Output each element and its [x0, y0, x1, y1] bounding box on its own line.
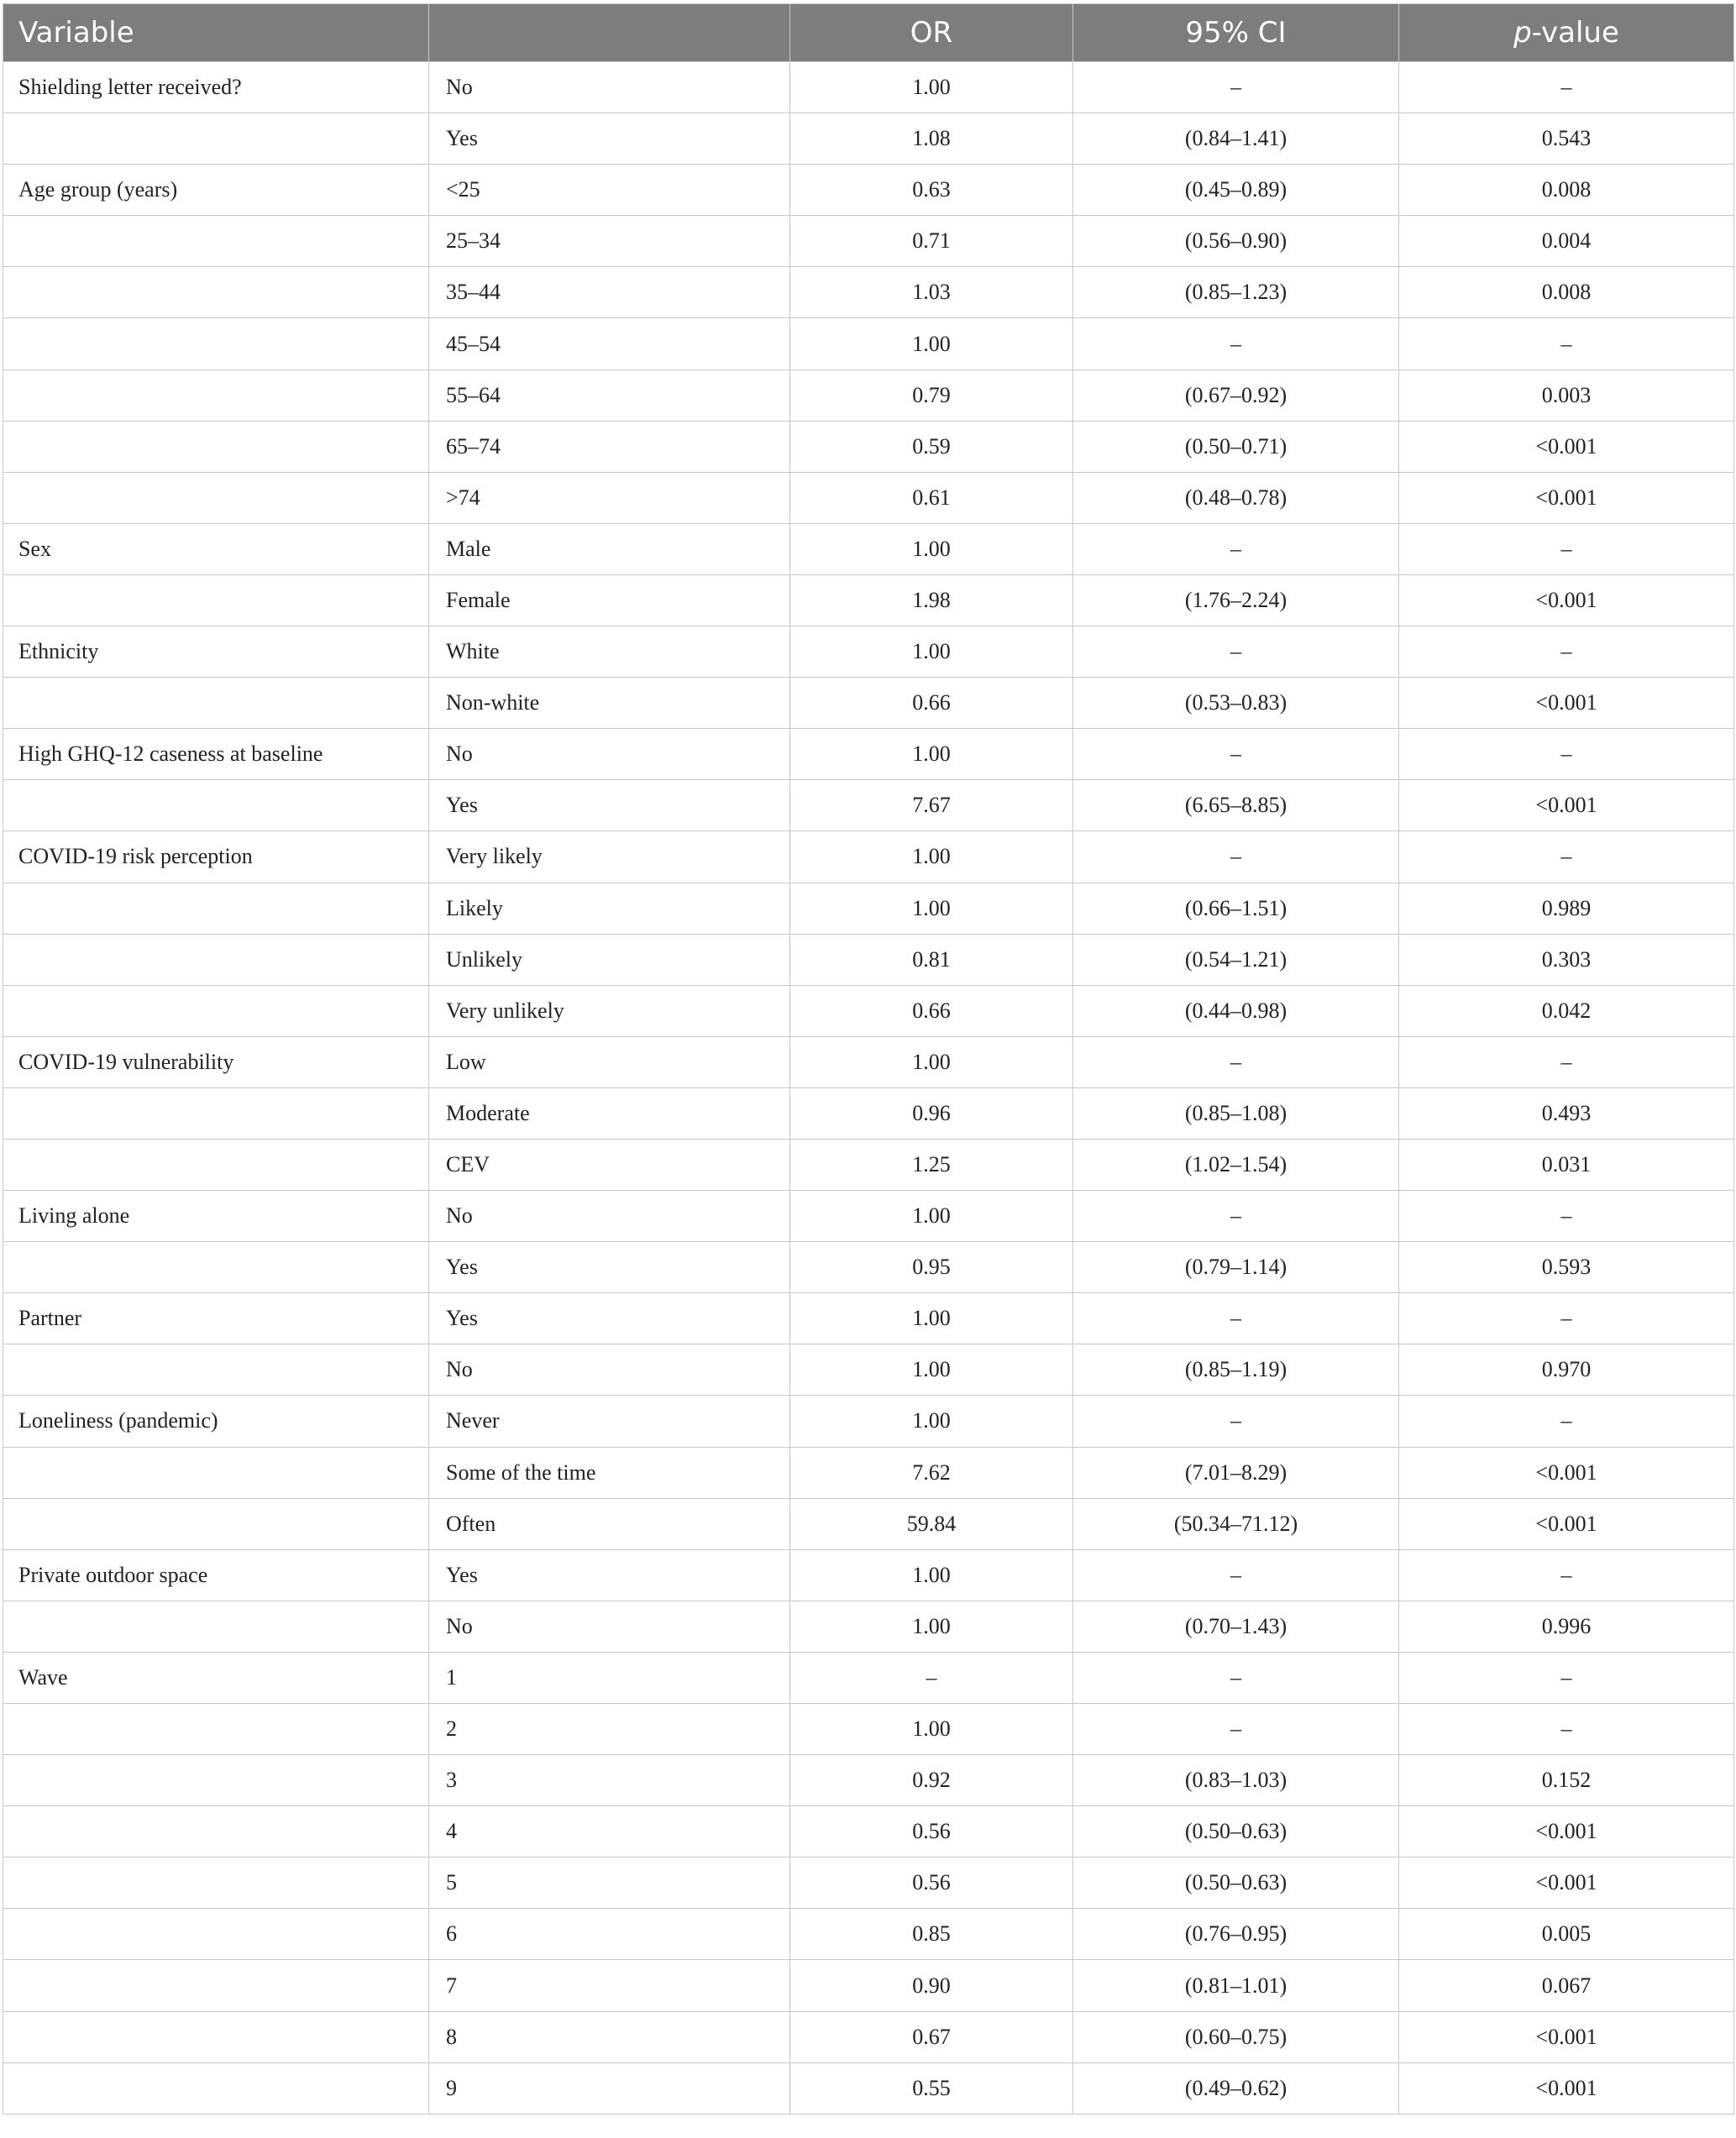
cell-category: 5 [429, 1858, 790, 1909]
cell-variable: COVID-19 risk perception [3, 831, 429, 883]
cell-ci: (1.76–2.24) [1073, 574, 1399, 626]
cell-category: 2 [429, 1704, 790, 1755]
cell-or: 1.00 [790, 1191, 1073, 1242]
cell-variable [3, 574, 429, 626]
cell-variable [3, 1139, 429, 1190]
cell-or: 0.67 [790, 2011, 1073, 2062]
cell-category: Some of the time [429, 1447, 790, 1498]
cell-p-value: <0.001 [1399, 574, 1734, 626]
table-row [3, 1960, 1734, 2011]
cell-variable [3, 267, 429, 318]
table-header [3, 4, 1734, 62]
header-variable: Variable [3, 4, 429, 62]
cell-p-value: <0.001 [1399, 678, 1734, 729]
cell-ci: (0.45–0.89) [1073, 165, 1399, 216]
cell-p-value: 0.067 [1399, 1960, 1734, 2011]
table-row [3, 1344, 1734, 1396]
table-row [3, 1498, 1734, 1549]
cell-p-value: – [1399, 1191, 1734, 1242]
cell-variable [3, 421, 429, 472]
cell-p-value: 0.003 [1399, 369, 1734, 421]
cell-p-value: – [1399, 318, 1734, 369]
cell-variable: Loneliness (pandemic) [3, 1396, 429, 1447]
table-body [3, 62, 1734, 2114]
cell-p-value: <0.001 [1399, 1447, 1734, 1498]
table-row [3, 831, 1734, 883]
cell-variable [3, 318, 429, 369]
table-row [3, 985, 1734, 1036]
cell-or: 7.67 [790, 780, 1073, 831]
cell-variable: COVID-19 vulnerability [3, 1036, 429, 1087]
table-row [3, 1909, 1734, 1960]
cell-p-value: 0.042 [1399, 985, 1734, 1036]
cell-ci: (0.67–0.92) [1073, 369, 1399, 421]
cell-category: 25–34 [429, 216, 790, 267]
cell-p-value: <0.001 [1399, 1858, 1734, 1909]
cell-category: Very unlikely [429, 985, 790, 1036]
cell-category: No [429, 62, 790, 113]
cell-ci: (0.76–0.95) [1073, 1909, 1399, 1960]
cell-category: >74 [429, 472, 790, 523]
cell-variable [3, 934, 429, 985]
table-row [3, 421, 1734, 472]
cell-ci: (1.02–1.54) [1073, 1139, 1399, 1190]
cell-category: White [429, 626, 790, 678]
cell-p-value: – [1399, 1293, 1734, 1344]
cell-variable: Wave [3, 1652, 429, 1703]
cell-variable [3, 1601, 429, 1652]
cell-category: Yes [429, 1242, 790, 1293]
cell-variable: High GHQ-12 caseness at baseline [3, 729, 429, 780]
cell-p-value: – [1399, 523, 1734, 574]
cell-p-value: 0.152 [1399, 1755, 1734, 1806]
cell-or: 1.00 [790, 1396, 1073, 1447]
cell-or: 1.00 [790, 62, 1073, 113]
cell-p-value: – [1399, 626, 1734, 678]
cell-p-value: – [1399, 1036, 1734, 1087]
cell-variable: Shielding letter received? [3, 62, 429, 113]
cell-or: 0.95 [790, 1242, 1073, 1293]
cell-category: 35–44 [429, 267, 790, 318]
cell-or: 0.96 [790, 1087, 1073, 1139]
cell-p-value: 0.996 [1399, 1601, 1734, 1652]
cell-variable [3, 1704, 429, 1755]
cell-or: 0.92 [790, 1755, 1073, 1806]
table-row [3, 472, 1734, 523]
cell-ci: – [1073, 1549, 1399, 1601]
cell-p-value: 0.303 [1399, 934, 1734, 985]
cell-or: 0.85 [790, 1909, 1073, 1960]
cell-p-value: 0.005 [1399, 1909, 1734, 1960]
cell-variable: Partner [3, 1293, 429, 1344]
cell-category: 4 [429, 1806, 790, 1858]
table-row [3, 216, 1734, 267]
cell-variable [3, 2011, 429, 2062]
cell-category: Male [429, 523, 790, 574]
cell-ci: (0.50–0.63) [1073, 1806, 1399, 1858]
cell-variable [3, 780, 429, 831]
cell-variable [3, 113, 429, 165]
cell-category: 7 [429, 1960, 790, 2011]
cell-ci: – [1073, 1652, 1399, 1703]
cell-variable [3, 678, 429, 729]
cell-or: 1.00 [790, 1293, 1073, 1344]
table-row [3, 1036, 1734, 1087]
table-row [3, 165, 1734, 216]
cell-category: Moderate [429, 1087, 790, 1139]
cell-variable [3, 1344, 429, 1396]
cell-ci: – [1073, 1396, 1399, 1447]
cell-ci: – [1073, 1191, 1399, 1242]
cell-or: 1.00 [790, 1344, 1073, 1396]
cell-or: 59.84 [790, 1498, 1073, 1549]
cell-p-value: <0.001 [1399, 2062, 1734, 2114]
table-row [3, 267, 1734, 318]
cell-variable [3, 1960, 429, 2011]
table-row [3, 2062, 1734, 2114]
cell-variable: Private outdoor space [3, 1549, 429, 1601]
cell-variable [3, 1447, 429, 1498]
table-row [3, 1704, 1734, 1755]
cell-category: Unlikely [429, 934, 790, 985]
cell-ci: – [1073, 318, 1399, 369]
cell-ci: (0.81–1.01) [1073, 1960, 1399, 2011]
cell-p-value: 0.970 [1399, 1344, 1734, 1396]
cell-variable: Living alone [3, 1191, 429, 1242]
cell-category: Yes [429, 1549, 790, 1601]
table-row [3, 883, 1734, 934]
cell-or: 1.00 [790, 1549, 1073, 1601]
cell-category: 45–54 [429, 318, 790, 369]
cell-or: 7.62 [790, 1447, 1073, 1498]
cell-ci: (0.85–1.23) [1073, 267, 1399, 318]
table-row [3, 1755, 1734, 1806]
table-row [3, 780, 1734, 831]
cell-variable [3, 369, 429, 421]
header-p-rest: -value [1531, 16, 1619, 50]
table-row [3, 934, 1734, 985]
cell-category: 9 [429, 2062, 790, 2114]
cell-p-value: 0.989 [1399, 883, 1734, 934]
cell-or: 0.66 [790, 678, 1073, 729]
cell-or: 0.79 [790, 369, 1073, 421]
table-row [3, 318, 1734, 369]
cell-ci: – [1073, 1293, 1399, 1344]
cell-p-value: <0.001 [1399, 1498, 1734, 1549]
cell-category: Very likely [429, 831, 790, 883]
cell-p-value: 0.031 [1399, 1139, 1734, 1190]
cell-p-value: <0.001 [1399, 2011, 1734, 2062]
cell-variable [3, 1858, 429, 1909]
cell-category: No [429, 1344, 790, 1396]
cell-p-value: <0.001 [1399, 780, 1734, 831]
cell-p-value: 0.008 [1399, 165, 1734, 216]
cell-p-value: 0.543 [1399, 113, 1734, 165]
cell-ci: (0.50–0.63) [1073, 1858, 1399, 1909]
cell-or: 0.61 [790, 472, 1073, 523]
cell-or: 1.00 [790, 1036, 1073, 1087]
table-row [3, 678, 1734, 729]
table-row [3, 1242, 1734, 1293]
cell-category: 1 [429, 1652, 790, 1703]
cell-ci: – [1073, 626, 1399, 678]
table-row [3, 369, 1734, 421]
cell-or: 1.00 [790, 883, 1073, 934]
table-row [3, 1087, 1734, 1139]
cell-ci: (0.79–1.14) [1073, 1242, 1399, 1293]
cell-or: 1.03 [790, 267, 1073, 318]
cell-p-value: <0.001 [1399, 421, 1734, 472]
cell-variable [3, 1242, 429, 1293]
cell-ci: (0.50–0.71) [1073, 421, 1399, 472]
table-row [3, 1293, 1734, 1344]
cell-ci: – [1073, 1704, 1399, 1755]
table-row [3, 1601, 1734, 1652]
table-row [3, 626, 1734, 678]
cell-p-value: <0.001 [1399, 1806, 1734, 1858]
table-row [3, 1806, 1734, 1858]
cell-ci: (0.44–0.98) [1073, 985, 1399, 1036]
table-row [3, 729, 1734, 780]
cell-category: Non-white [429, 678, 790, 729]
cell-category: 8 [429, 2011, 790, 2062]
cell-category: No [429, 1191, 790, 1242]
cell-variable: Sex [3, 523, 429, 574]
cell-or: 1.25 [790, 1139, 1073, 1190]
cell-variable [3, 216, 429, 267]
cell-or: 1.00 [790, 318, 1073, 369]
cell-variable [3, 2062, 429, 2114]
cell-ci: (0.83–1.03) [1073, 1755, 1399, 1806]
cell-ci: (0.70–1.43) [1073, 1601, 1399, 1652]
cell-ci: (6.65–8.85) [1073, 780, 1399, 831]
cell-category: 65–74 [429, 421, 790, 472]
cell-category: Never [429, 1396, 790, 1447]
cell-ci: – [1073, 729, 1399, 780]
cell-or: 0.90 [790, 1960, 1073, 2011]
table-row [3, 1139, 1734, 1190]
cell-ci: (0.54–1.21) [1073, 934, 1399, 985]
cell-variable: Ethnicity [3, 626, 429, 678]
table-row [3, 1858, 1734, 1909]
cell-variable [3, 1755, 429, 1806]
cell-category: 6 [429, 1909, 790, 1960]
cell-or: 0.81 [790, 934, 1073, 985]
cell-or: 1.00 [790, 831, 1073, 883]
cell-ci: – [1073, 523, 1399, 574]
cell-variable [3, 883, 429, 934]
cell-ci: (0.48–0.78) [1073, 472, 1399, 523]
header-or: OR [790, 4, 1073, 62]
table-row [3, 1396, 1734, 1447]
cell-category: No [429, 1601, 790, 1652]
cell-or: 1.08 [790, 113, 1073, 165]
cell-ci: (0.85–1.19) [1073, 1344, 1399, 1396]
cell-or: 1.00 [790, 729, 1073, 780]
table-row [3, 62, 1734, 113]
cell-ci: – [1073, 1036, 1399, 1087]
table-row [3, 523, 1734, 574]
cell-category: Yes [429, 1293, 790, 1344]
cell-category: 3 [429, 1755, 790, 1806]
cell-ci: (0.85–1.08) [1073, 1087, 1399, 1139]
cell-ci: (0.60–0.75) [1073, 2011, 1399, 2062]
cell-variable [3, 1806, 429, 1858]
cell-category: <25 [429, 165, 790, 216]
cell-category: No [429, 729, 790, 780]
cell-or: 0.59 [790, 421, 1073, 472]
cell-ci: (0.84–1.41) [1073, 113, 1399, 165]
cell-ci: – [1073, 831, 1399, 883]
cell-or: 0.56 [790, 1858, 1073, 1909]
cell-or: 0.66 [790, 985, 1073, 1036]
cell-ci: (0.49–0.62) [1073, 2062, 1399, 2114]
cell-ci: (50.34–71.12) [1073, 1498, 1399, 1549]
table-row [3, 574, 1734, 626]
header-ci: 95% CI [1073, 4, 1399, 62]
cell-category: Often [429, 1498, 790, 1549]
header-p-value [1399, 4, 1734, 62]
header-category [429, 4, 790, 62]
table-row [3, 1652, 1734, 1703]
cell-category: Low [429, 1036, 790, 1087]
table-row [3, 2011, 1734, 2062]
cell-category: Yes [429, 113, 790, 165]
cell-ci: (7.01–8.29) [1073, 1447, 1399, 1498]
cell-p-value: – [1399, 62, 1734, 113]
cell-variable: Age group (years) [3, 165, 429, 216]
cell-category: CEV [429, 1139, 790, 1190]
cell-or: 1.00 [790, 1601, 1073, 1652]
cell-p-value: – [1399, 1549, 1734, 1601]
cell-category: Likely [429, 883, 790, 934]
cell-or: 0.55 [790, 2062, 1073, 2114]
cell-or: 0.56 [790, 1806, 1073, 1858]
cell-p-value: – [1399, 1396, 1734, 1447]
cell-category: Female [429, 574, 790, 626]
table-row [3, 1549, 1734, 1601]
cell-ci: (0.66–1.51) [1073, 883, 1399, 934]
cell-category: Yes [429, 780, 790, 831]
cell-variable [3, 472, 429, 523]
table-row [3, 1447, 1734, 1498]
cell-or: 1.00 [790, 1704, 1073, 1755]
cell-p-value: 0.593 [1399, 1242, 1734, 1293]
cell-p-value: – [1399, 1704, 1734, 1755]
cell-or: 0.63 [790, 165, 1073, 216]
cell-or: 1.98 [790, 574, 1073, 626]
cell-p-value: 0.493 [1399, 1087, 1734, 1139]
cell-p-value: – [1399, 729, 1734, 780]
cell-or: 1.00 [790, 626, 1073, 678]
cell-category: 55–64 [429, 369, 790, 421]
cell-variable [3, 1498, 429, 1549]
cell-p-value: 0.004 [1399, 216, 1734, 267]
results-table [3, 3, 1734, 2114]
cell-ci: (0.56–0.90) [1073, 216, 1399, 267]
cell-or: 0.71 [790, 216, 1073, 267]
cell-p-value: – [1399, 1652, 1734, 1703]
table-row [3, 113, 1734, 165]
header-row [3, 4, 1734, 62]
cell-p-value: – [1399, 831, 1734, 883]
cell-ci: – [1073, 62, 1399, 113]
cell-p-value: 0.008 [1399, 267, 1734, 318]
cell-ci: (0.53–0.83) [1073, 678, 1399, 729]
cell-variable [3, 985, 429, 1036]
cell-p-value: <0.001 [1399, 472, 1734, 523]
table-row [3, 1191, 1734, 1242]
header-p-italic: p [1513, 16, 1532, 50]
cell-or: – [790, 1652, 1073, 1703]
cell-or: 1.00 [790, 523, 1073, 574]
cell-variable [3, 1909, 429, 1960]
cell-variable [3, 1087, 429, 1139]
